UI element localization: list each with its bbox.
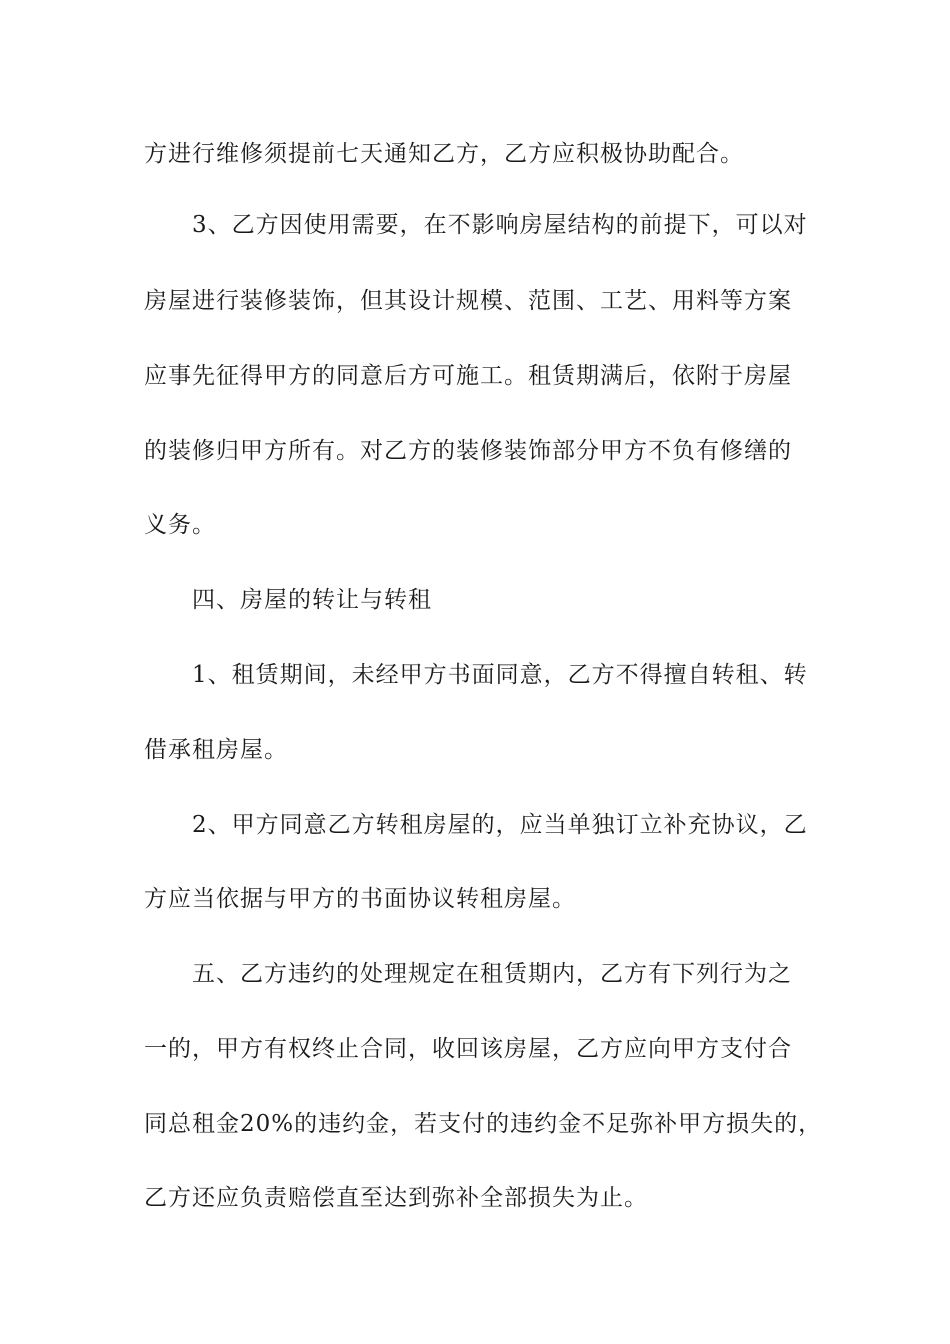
text-line: 应事先征得甲方的同意后方可施工。租赁期满后，依附于房屋 [144,363,792,389]
paragraph-3-start: 3、乙方因使用需要，在不影响房屋结构的前提下，可以对 [192,212,808,238]
paragraph-2-start: 2、甲方同意乙方转租房屋的，应当单独订立补充协议，乙 [192,812,808,838]
text-line: 乙方还应负责赔偿直至达到弥补全部损失为止。 [144,1185,648,1211]
text-line: 方进行维修须提前七天通知乙方，乙方应积极协助配合。 [144,141,744,167]
text-line: 一的，甲方有权终止合同，收回该房屋，乙方应向甲方支付合 [144,1036,792,1062]
paragraph-1-start: 1、租赁期间，未经甲方书面同意，乙方不得擅自转租、转 [192,662,808,688]
text-line: 借承租房屋。 [144,737,288,763]
section-heading-4: 四、房屋的转让与转租 [192,587,432,613]
section-heading-5: 五、乙方违约的处理规定在租赁期内，乙方有下列行为之 [192,961,792,987]
text-line: 的装修归甲方所有。对乙方的装修装饰部分甲方不负有修缮的 [144,438,792,464]
text-line: 义务。 [144,512,216,538]
text-line: 同总租金20%的违约金，若支付的违约金不足弥补甲方损失的， [144,1111,823,1137]
text-line: 方应当依据与甲方的书面协议转租房屋。 [144,886,576,912]
text-line: 房屋进行装修装饰，但其设计规模、范围、工艺、用料等方案 [144,288,792,314]
